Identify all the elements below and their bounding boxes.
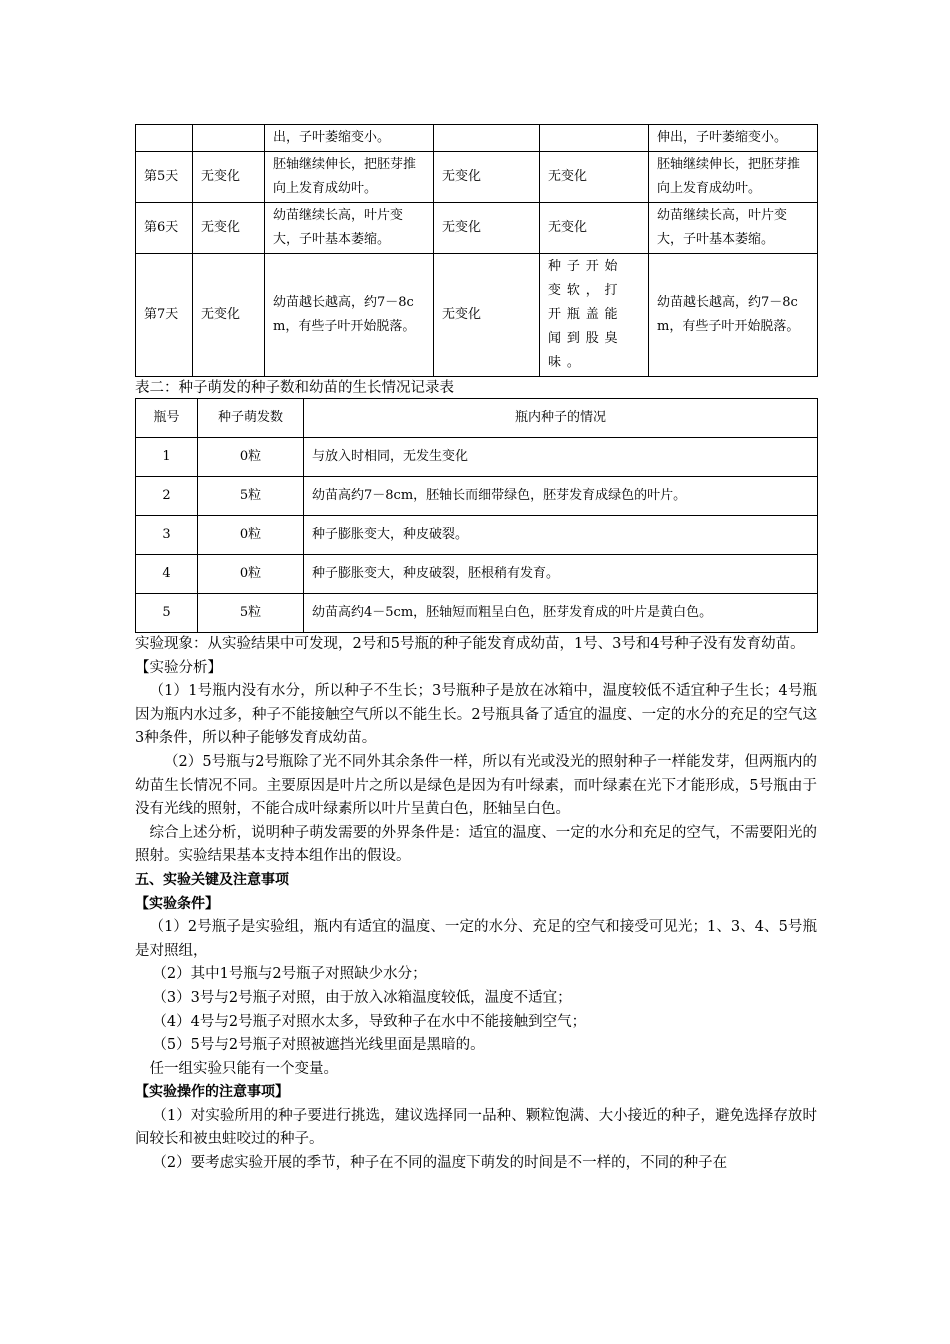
- condition-item-4: （4）4号与2号瓶子对照水太多，导致种子在水中不能接触到空气；: [152, 1013, 587, 1030]
- table-cell: [434, 125, 540, 152]
- condition-item-1: （1）2号瓶子是实验组，瓶内有适宜的温度、一定的水分、充足的空气和接受可见光；1、3、4、5号瓶是对照组，: [135, 919, 817, 959]
- table-cell: 第7天: [136, 254, 193, 377]
- table-row: [136, 438, 818, 477]
- table-cell: 无变化: [540, 152, 649, 203]
- column-header: 种子萌发数: [198, 399, 304, 438]
- condition-item-3: （3）3号与2号瓶子对照，由于放入冰箱温度较低，温度不适宜；: [152, 989, 572, 1006]
- table-cell: 伸出，子叶萎缩变小。: [649, 125, 818, 152]
- analysis-heading: 【实验分析】: [135, 659, 222, 676]
- table-cell: 无变化: [434, 254, 540, 377]
- table-cell: 无变化: [193, 152, 265, 203]
- table-cell: 无变化: [540, 203, 649, 254]
- table-cell: 幼苗高约4－5cm，胚轴短而粗呈白色，胚芽发育成的叶片是黄白色。: [304, 594, 818, 633]
- table-row: [136, 555, 818, 594]
- condition-item-5: （5）5号与2号瓶子对照被遮挡光线里面是黑暗的。: [152, 1037, 485, 1054]
- table-cell: 与放入时相同，无发生变化: [304, 438, 818, 477]
- analysis-paragraph-2: （2）5号瓶与2号瓶除了光不同外其余条件一样，所以有光或没光的照射种子一样能发芽，但两瓶内的幼苗生长情况不同。主要原因是叶片之所以是绿色是因为有叶绿素，而叶绿素在光下才能形成，5号瓶由于没有光线的照射，不能合成叶绿素所以叶片呈黄白色，胚轴呈白色。: [135, 753, 817, 818]
- condition-note: 任一组实验只能有一个变量。: [149, 1060, 338, 1077]
- column-header: 瓶内种子的情况: [304, 399, 818, 438]
- table-cell: 第6天: [136, 203, 193, 254]
- table-row: [136, 152, 818, 203]
- table-cell: 种子膨胀变大，种皮破裂。: [304, 516, 818, 555]
- table-cell: 4: [136, 555, 198, 594]
- table-cell: 幼苗继续长高，叶片变大，子叶基本萎缩。: [265, 203, 434, 254]
- table-row: [136, 203, 818, 254]
- operation-item-1: （1）对实验所用的种子要进行挑选，建议选择同一品种、颗粒饱满、大小接近的种子，避免选择存放时间较长和被虫蛀咬过的种子。: [135, 1107, 817, 1148]
- table-cell: 0粒: [198, 555, 304, 594]
- table-header-row: [136, 399, 818, 438]
- analysis-paragraph-1: （1）1号瓶内没有水分，所以种子不生长；3号瓶种子是放在冰箱中，温度较低不适宜种子生长；4号瓶因为瓶内水过多，种子不能接触空气所以不能生长。2号瓶具备了适宜的温度、一定的水分的充足的空气这3种条件，所以种子能够发育成幼苗。: [135, 683, 817, 747]
- table-cell: 无变化: [434, 152, 540, 203]
- operations-heading: 【实验操作的注意事项】: [135, 1084, 289, 1101]
- table-row: [136, 594, 818, 633]
- table-cell: 0粒: [198, 438, 304, 477]
- table-cell: 5粒: [198, 594, 304, 633]
- table-cell: 幼苗越长越高，约7－8cm，有些子叶开始脱落。: [265, 254, 434, 377]
- table-cell: 5粒: [198, 477, 304, 516]
- table-cell: 5: [136, 594, 198, 633]
- table-cell: 种子膨胀变大，种皮破裂，胚根稍有发育。: [304, 555, 818, 594]
- table-cell: 种子开始变软，打开瓶盖能闻到股臭味。: [540, 254, 649, 377]
- table-cell: 无变化: [193, 203, 265, 254]
- table-cell: 无变化: [434, 203, 540, 254]
- table-caption: 表二：种子萌发的种子数和幼苗的生长情况记录表: [135, 380, 454, 396]
- operation-item-2: （2）要考虑实验开展的季节，种子在不同的温度下萌发的时间是不一样的，不同的种子在: [152, 1155, 728, 1172]
- summary-paragraph: 综合上述分析，说明种子萌发需要的外界条件是：适宜的温度、一定的水分和充足的空气，不需要阳光的照射。实验结果基本支持本组作出的假设。: [135, 824, 817, 865]
- germination-table: [135, 398, 818, 633]
- table-row: [136, 477, 818, 516]
- table-cell: 幼苗越长越高，约7－8cm，有些子叶开始脱落。: [649, 254, 818, 377]
- column-header: 瓶号: [136, 399, 198, 438]
- table-cell: 幼苗高约7－8cm，胚轴长而细带绿色，胚芽发育成绿色的叶片。: [304, 477, 818, 516]
- table-cell: 幼苗继续长高，叶片变大，子叶基本萎缩。: [649, 203, 818, 254]
- table-cell: 胚轴继续伸长，把胚芽推向上发育成幼叶。: [265, 152, 434, 203]
- table-cell: 0粒: [198, 516, 304, 555]
- observation-table: [135, 124, 818, 377]
- table-cell: 胚轴继续伸长，把胚芽推向上发育成幼叶。: [649, 152, 818, 203]
- section-heading: 五、实验关键及注意事项: [135, 871, 289, 888]
- table-cell: [136, 125, 193, 152]
- table-cell: [193, 125, 265, 152]
- table-cell: 第5天: [136, 152, 193, 203]
- table-cell: 3: [136, 516, 198, 555]
- table-cell: 无变化: [193, 254, 265, 377]
- table-cell: 出，子叶萎缩变小。: [265, 125, 434, 152]
- condition-item-2: （2）其中1号瓶与2号瓶子对照缺少水分；: [152, 966, 427, 983]
- table-cell: [540, 125, 649, 152]
- table-cell: 2: [136, 477, 198, 516]
- table-row: [136, 125, 818, 152]
- table-row: [136, 516, 818, 555]
- document-page: [135, 124, 817, 1176]
- conditions-heading: 【实验条件】: [135, 895, 219, 912]
- phenomenon-paragraph: 实验现象：从实验结果中可发现，2号和5号瓶的种子能发育成幼苗，1号、3号和4号种子没有发育幼苗。: [135, 636, 805, 652]
- table-row: [136, 254, 818, 377]
- table-cell: 1: [136, 438, 198, 477]
